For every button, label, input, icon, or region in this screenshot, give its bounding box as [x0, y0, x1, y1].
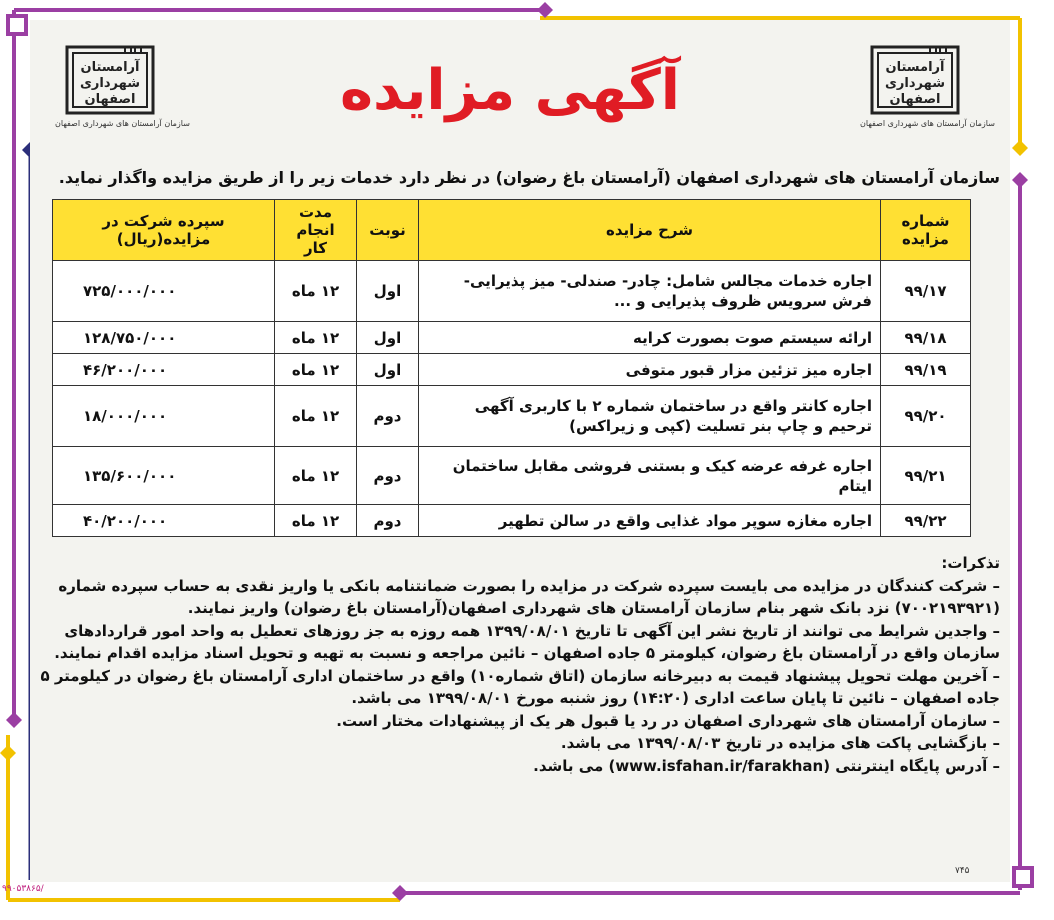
- cell-deposit: ۱۳۵/۶۰۰/۰۰۰: [53, 447, 275, 505]
- logo-text-bottom: اصفهان: [889, 92, 941, 107]
- logo-text-top: آرامستان: [80, 60, 140, 75]
- cell-turn: دوم: [357, 386, 419, 447]
- cell-description: اجاره غرفه عرضه کیک و بستنی فروشی مقابل ساختمان ایتام: [419, 447, 881, 505]
- auction-table: [52, 199, 971, 537]
- cell-duration: ۱۲ ماه: [275, 505, 357, 537]
- logo-text-mid: شهرداری: [80, 76, 140, 91]
- intro-text: سازمان آرامستان های شهرداری اصفهان (آرامستان باغ رضوان) در نظر دارد خدمات زیر را از طریق مزایده واگذار نماید.: [58, 168, 1000, 187]
- cell-description: ارائه سیستم صوت بصورت کرایه: [419, 322, 881, 354]
- table-header-row: [53, 200, 971, 261]
- cell-description: اجاره خدمات مجالس شامل: چادر- صندلی- میز پذیرایی- فرش سرویس ظروف پذیرایی و ...: [419, 261, 881, 322]
- col-header-number: شماره مزایده: [881, 200, 971, 261]
- col-header-duration: مدت انجام کار: [275, 200, 357, 261]
- page-title: آگهی مزایده: [339, 58, 681, 123]
- table-row: [53, 447, 971, 505]
- logo-caption: سازمان آرامستان های شهرداری اصفهان: [55, 119, 190, 128]
- cell-description: اجاره کانتر واقع در ساختمان شماره ۲ با کاربری آگهی ترحیم و چاپ بنر تسلیت (کپی و زیراکس): [419, 386, 881, 447]
- col-header-deposit: سپرده شرکت در مزایده(ریال): [53, 200, 275, 261]
- cell-turn: اول: [357, 261, 419, 322]
- logo-emblem-icon: [870, 45, 960, 115]
- org-logo-left: [55, 45, 190, 128]
- logo-text-bottom: اصفهان: [84, 92, 136, 107]
- note-item: – آدرس پایگاه اینترنتی (www.isfahan.ir/farakhan) می باشد.: [533, 756, 1000, 775]
- note-item: – سازمان آرامستان های شهرداری اصفهان در رد یا قبول هر یک از پیشنهادات مختار است.: [336, 711, 1000, 730]
- cell-turn: دوم: [357, 447, 419, 505]
- table-row: [53, 354, 971, 386]
- cell-turn: اول: [357, 354, 419, 386]
- notes-heading: تذکرات:: [941, 554, 1000, 572]
- cell-description: اجاره میز تزئین مزار قبور متوفی: [419, 354, 881, 386]
- notes-section: [40, 552, 1000, 777]
- cell-deposit: ۱۸/۰۰۰/۰۰۰: [53, 386, 275, 447]
- cell-number: ۹۹/۱۷: [881, 261, 971, 322]
- note-item: – واجدین شرایط می توانند از تاریخ نشر این آگهی تا تاریخ ۱۳۹۹/۰۸/۰۱ همه روزه به جز روزهای تعطیل به واحد امور قراردادهای سازمان واقع در آرامستان باغ رضوان، کیلومتر ۵ جاده اصفهان – نائین مراجعه و نسبت به تهیه و تحویل اسناد مزایده اقدام نمایند.: [54, 621, 1000, 662]
- cell-duration: ۱۲ ماه: [275, 322, 357, 354]
- cell-description: اجاره مغازه سوپر مواد غذایی واقع در سالن تطهیر: [419, 505, 881, 537]
- table-row: [53, 322, 971, 354]
- org-logo-right: [860, 45, 995, 128]
- cell-deposit: ۴۶/۲۰۰/۰۰۰: [53, 354, 275, 386]
- cell-deposit: ۴۰/۲۰۰/۰۰۰: [53, 505, 275, 537]
- note-item: – آخرین مهلت تحویل پیشنهاد قیمت به دبیرخانه سازمان (اتاق شماره۱۰) واقع در ساختمان اداری آرامستان باغ رضوان در کیلومتر ۵ جاده اصفهان – نائین تا پایان ساعت اداری (۱۴:۲۰) روز شنبه مورخ ۱۳۹۹/۰۸/۰۱ می باشد.: [40, 666, 1000, 707]
- cell-deposit: ۱۲۸/۷۵۰/۰۰۰: [53, 322, 275, 354]
- note-item: – بازگشایی پاکت های مزایده در تاریخ ۱۳۹۹/۰۸/۰۳ می باشد.: [560, 734, 1000, 752]
- table-row: [53, 386, 971, 447]
- logo-caption: سازمان آرامستان های شهرداری اصفهان: [860, 119, 995, 128]
- page-code: ۷۴۵: [955, 866, 970, 876]
- cell-duration: ۱۲ ماه: [275, 447, 357, 505]
- cell-number: ۹۹/۱۸: [881, 322, 971, 354]
- note-item: – شرکت کنندگان در مزایده می بایست سپرده شرکت در مزایده را بصورت ضمانتنامه بانکی یا واریز نقدی به حساب سپرده شماره (۷۰۰۲۱۹۳۹۲۱) نزد بانک شهر بنام سازمان آرامستان های شهرداری اصفهان(آرامستان باغ رضوان) واریز نمایند.: [58, 576, 1000, 617]
- logo-emblem-icon: [65, 45, 155, 115]
- cell-number: ۹۹/۲۰: [881, 386, 971, 447]
- table-row: [53, 261, 971, 322]
- cell-duration: ۱۲ ماه: [275, 354, 357, 386]
- cell-duration: ۱۲ ماه: [275, 261, 357, 322]
- cell-turn: اول: [357, 322, 419, 354]
- col-header-turn: نوبت: [357, 200, 419, 261]
- cell-deposit: ۷۲۵/۰۰۰/۰۰۰: [53, 261, 275, 322]
- cell-number: ۹۹/۱۹: [881, 354, 971, 386]
- logo-text-mid: شهرداری: [885, 76, 945, 91]
- cell-number: ۹۹/۲۱: [881, 447, 971, 505]
- col-header-description: شرح مزایده: [419, 200, 881, 261]
- cell-duration: ۱۲ ماه: [275, 386, 357, 447]
- logo-text-top: آرامستان: [885, 60, 945, 75]
- cell-turn: دوم: [357, 505, 419, 537]
- table-row: [53, 505, 971, 537]
- side-code: ۹۹۰۵۳۸۶۵/: [2, 884, 44, 894]
- cell-number: ۹۹/۲۲: [881, 505, 971, 537]
